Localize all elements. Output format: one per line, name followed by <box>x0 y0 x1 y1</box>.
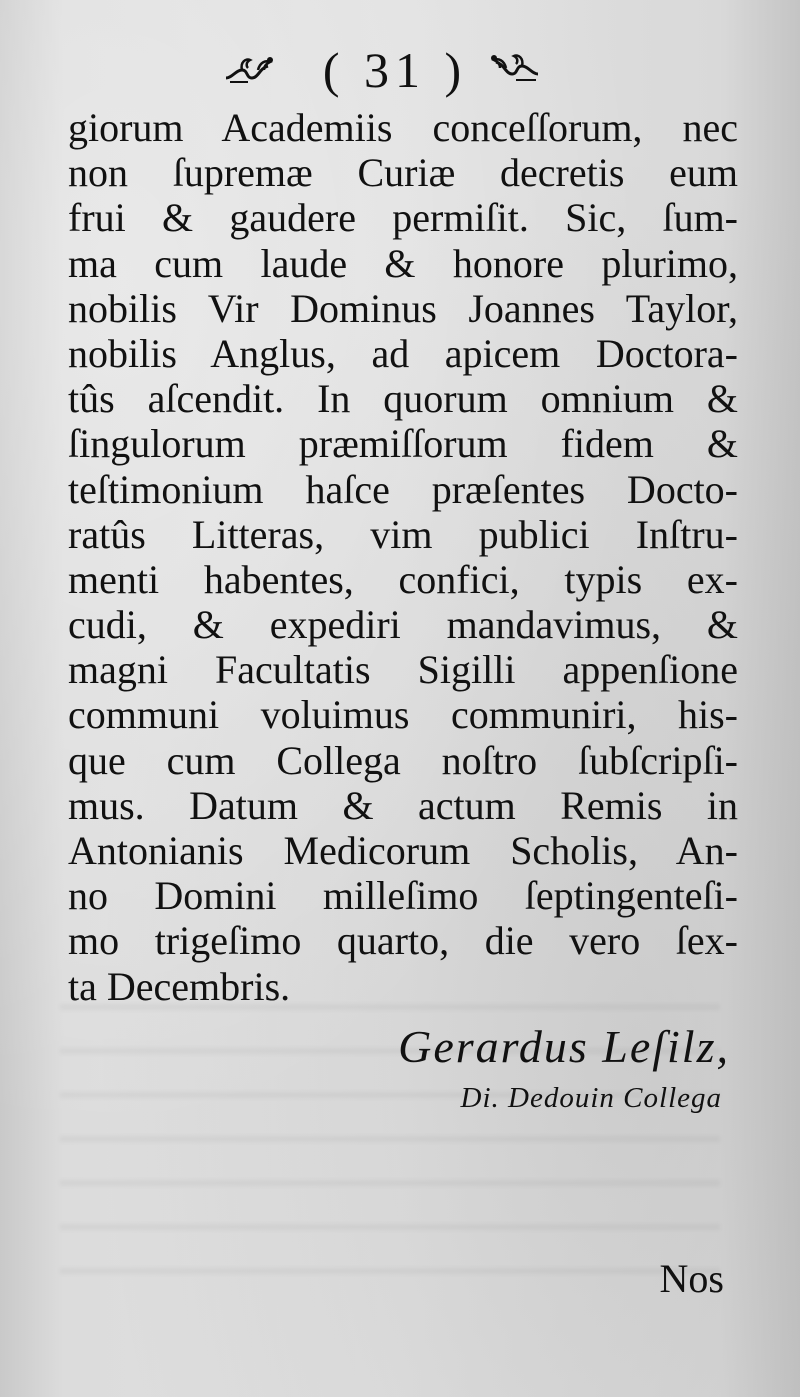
text-line: no Domini milleſimo ſeptingenteſi- <box>68 873 738 919</box>
text-line: nobilis Vir Dominus Joannes Taylor, <box>68 285 738 331</box>
text-line: tûs aſcendit. In quorum omnium & <box>68 376 738 422</box>
text-line: magni Facultatis Sigilli appenſione <box>68 647 738 693</box>
text-line: nobilis Anglus, ad apicem Doctora- <box>68 330 738 376</box>
text-line: frui & gaudere permiſit. Sic, ſum- <box>68 195 738 241</box>
text-line: menti habentes, confici, typis ex- <box>68 556 738 602</box>
signature-colleague: Di. Dedouin Collega <box>460 1082 722 1114</box>
body-paragraph <box>68 105 738 1009</box>
text-line: communi voluimus communiri, his- <box>68 692 738 738</box>
text-line: ſingulorum præmiſſorum fidem & <box>68 421 738 467</box>
text-line: non ſupremæ Curiæ decretis eum <box>68 150 738 196</box>
text-line: Antonianis Medicorum Scholis, An- <box>68 828 738 873</box>
catchword: Nos <box>659 1256 724 1301</box>
text-line: ma cum laude & honore plurimo, <box>68 240 738 286</box>
fleuron-left-icon <box>222 48 278 88</box>
text-line: giorum Academiis conceſſorum, nec <box>68 105 738 150</box>
text-line: ratûs Litteras, vim publici Inſtru- <box>68 511 738 557</box>
text-line: teſtimonium haſce præſentes Docto- <box>68 466 738 512</box>
fleuron-right-icon <box>486 48 542 88</box>
page-header <box>0 40 800 100</box>
text-line: mus. Datum & actum Remis in <box>68 782 738 828</box>
text-line: que cum Collega noſtro ſubſcripſi- <box>68 737 738 783</box>
page-number: ( 31 ) <box>322 42 468 98</box>
text-line: cudi, & expediri mandavimus, & <box>68 602 738 648</box>
signature-name: Gerardus Leſilz, <box>398 1021 730 1072</box>
text-line: ta Decembris. <box>68 963 291 1009</box>
text-line: mo trigeſimo quarto, die vero ſex- <box>68 918 738 964</box>
